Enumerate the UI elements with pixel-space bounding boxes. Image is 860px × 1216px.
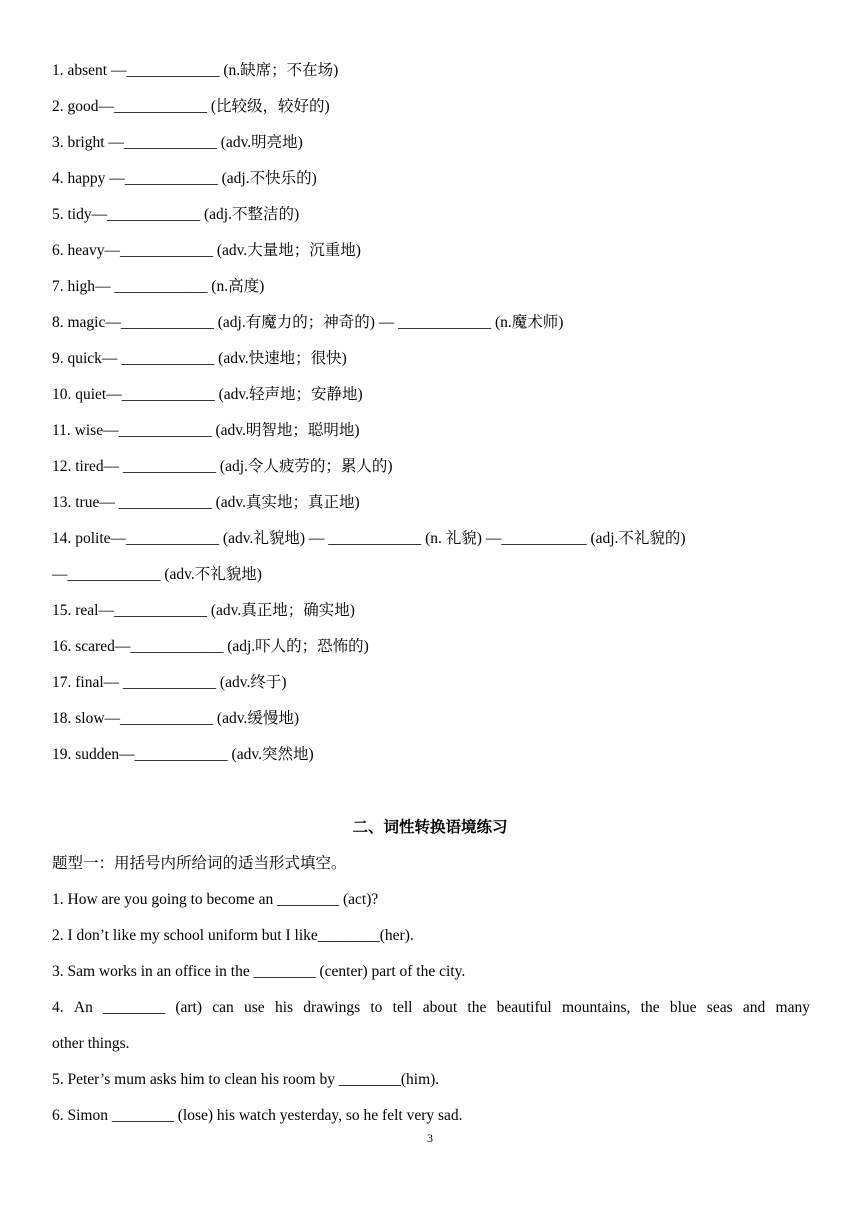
page-number: 3 <box>427 1131 433 1145</box>
word: and <box>742 999 766 1016</box>
list-item-continuation: —____________ (adv.不礼貌地) <box>52 566 262 583</box>
list-item: 17. final— ____________ (adv.终于) <box>52 674 287 691</box>
list-item: 3. bright —____________ (adv.明亮地) <box>52 134 303 151</box>
word: to <box>370 999 383 1016</box>
list-item: 15. real—____________ (adv.真正地；确实地) <box>52 602 355 619</box>
exercise-item: 5. Peter’s mum asks him to clean his room by ________(him). <box>52 1071 440 1088</box>
list-item: 8. magic—____________ (adj.有魔力的；神奇的) — ____________ (n.魔术师) <box>52 314 564 331</box>
list-item: 14. polite—____________ (adv.礼貌地) — ____________ (n. 礼貌) —___________ (adj.不礼貌的) <box>52 530 686 547</box>
word: the <box>640 999 660 1016</box>
list-item: 13. true— ____________ (adv.真实地；真正地) <box>52 494 360 511</box>
list-item: 4. happy —____________ (adj.不快乐的) <box>52 170 317 187</box>
word: about <box>422 999 458 1016</box>
list-item: 6. heavy—____________ (adv.大量地；沉重地) <box>52 242 361 259</box>
word: tell <box>392 999 413 1016</box>
list-item: 9. quick— ____________ (adv.快速地；很快) <box>52 350 347 367</box>
word: (art) <box>175 999 202 1016</box>
list-item: 19. sudden—____________ (adv.突然地) <box>52 746 314 763</box>
word: seas <box>706 999 733 1016</box>
list-item: 10. quiet—____________ (adv.轻声地；安静地) <box>52 386 363 403</box>
word: many <box>775 999 810 1016</box>
section-title: 二、词性转换语境练习 <box>352 819 508 836</box>
word: ________ <box>103 999 166 1016</box>
exercise-item-continuation: other things. <box>52 1035 130 1052</box>
exercise-item: 3. Sam works in an office in the ________ (center) part of the city. <box>52 963 466 980</box>
list-item: 5. tidy—____________ (adj.不整洁的) <box>52 206 300 223</box>
word: beautiful <box>496 999 552 1016</box>
word: can <box>212 999 234 1016</box>
word: the <box>467 999 487 1016</box>
word: blue <box>669 999 697 1016</box>
list-item: 1. absent —____________ (n.缺席；不在场) <box>52 62 339 79</box>
list-item: 7. high— ____________ (n.高度) <box>52 278 265 295</box>
list-item: 18. slow—____________ (adv.缓慢地) <box>52 710 299 727</box>
list-item: 16. scared—____________ (adj.吓人的；恐怖的) <box>52 638 369 655</box>
exercise-item: 2. I don’t like my school uniform but I like________(her). <box>52 927 414 944</box>
word: drawings <box>303 999 361 1016</box>
word: mountains, <box>561 999 631 1016</box>
word: use <box>244 999 265 1016</box>
list-item: 2. good—____________ (比较级，较好的) <box>52 98 330 115</box>
list-item: 11. wise—____________ (adv.明智地；聪明地) <box>52 422 360 439</box>
exercise-item: 6. Simon ________ (lose) his watch yesterday, so he felt very sad. <box>52 1107 463 1124</box>
word: An <box>73 999 93 1016</box>
question-type-instruction: 题型一：用括号内所给词的适当形式填空。 <box>52 855 347 872</box>
word: his <box>274 999 294 1016</box>
list-item: 12. tired— ____________ (adj.令人疲劳的；累人的) <box>52 458 393 475</box>
exercise-item-justified <box>52 998 810 1018</box>
word: 4. <box>52 999 64 1016</box>
exercise-item: 1. How are you going to become an ________ (act)? <box>52 891 379 908</box>
